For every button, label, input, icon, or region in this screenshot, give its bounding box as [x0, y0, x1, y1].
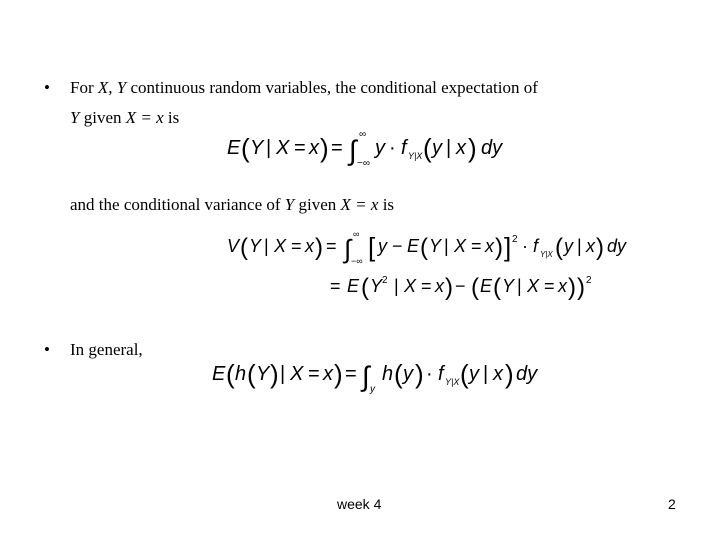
svg-text:=: =: [421, 276, 432, 296]
svg-text:x: x: [435, 276, 444, 296]
general-expectation-formula: [210, 352, 550, 396]
svg-text:Y: Y: [502, 276, 515, 296]
svg-text:=: =: [291, 236, 302, 256]
svg-text:∞: ∞: [359, 129, 367, 140]
svg-text:): ): [270, 359, 279, 389]
svg-text:(: (: [361, 274, 369, 301]
svg-text:x: x: [309, 137, 319, 159]
svg-text:X: X: [454, 236, 467, 256]
svg-text:Y: Y: [370, 276, 383, 296]
svg-text:∫: ∫: [349, 135, 357, 166]
svg-text:2: 2: [512, 234, 518, 245]
svg-text:Y: Y: [256, 363, 270, 385]
svg-text:): ): [505, 359, 514, 389]
svg-text:∫: ∫: [362, 361, 370, 392]
svg-text:=: =: [331, 137, 343, 159]
svg-text:h: h: [382, 363, 394, 385]
para2-line: and the conditional variance of Y given X = x is: [70, 195, 395, 214]
svg-text:(: (: [394, 359, 403, 389]
svg-text:(: (: [460, 359, 469, 389]
svg-text:|: |: [577, 236, 582, 256]
svg-text:|: |: [280, 363, 286, 385]
svg-text:y: y: [403, 363, 413, 385]
svg-text:): ): [468, 133, 477, 163]
svg-text:f: f: [438, 363, 444, 385]
svg-text:|: |: [446, 137, 452, 159]
svg-text:E: E: [407, 236, 420, 256]
svg-text:y: y: [378, 236, 387, 256]
svg-text:dy: dy: [607, 236, 627, 256]
svg-text:f: f: [533, 236, 539, 256]
svg-text:): ): [334, 359, 343, 389]
svg-text:): ): [568, 274, 576, 301]
svg-text:=: =: [330, 276, 341, 296]
svg-text:−∞: −∞: [351, 256, 363, 266]
svg-text:X: X: [290, 363, 304, 385]
svg-text:(: (: [420, 234, 428, 261]
svg-text:x: x: [305, 236, 314, 256]
svg-text:=: =: [294, 137, 306, 159]
svg-text:|: |: [266, 137, 272, 159]
svg-text:x: x: [493, 363, 503, 385]
svg-text:·: ·: [426, 363, 433, 385]
svg-text:E: E: [227, 137, 241, 159]
svg-text:·: ·: [522, 236, 528, 256]
svg-text:Y|X: Y|X: [445, 377, 460, 387]
para1-line2: Y given X = x is: [70, 108, 180, 127]
svg-text:dy: dy: [481, 137, 503, 159]
svg-text:−: −: [392, 236, 403, 256]
svg-text:X: X: [404, 276, 417, 296]
svg-text:): ): [315, 234, 323, 261]
bullet-2: •: [44, 340, 50, 359]
conditional-variance-formula: [225, 228, 645, 304]
svg-text:): ): [495, 234, 503, 261]
svg-text:x: x: [586, 236, 595, 256]
svg-text:∫: ∫: [344, 234, 352, 264]
svg-text:X: X: [527, 276, 540, 296]
svg-text:y: y: [432, 137, 442, 159]
svg-text:(: (: [241, 133, 250, 163]
svg-text:Y: Y: [250, 137, 264, 159]
svg-text:∞: ∞: [353, 229, 360, 239]
para1-line1: For X, Y continuous random variables, the conditional expectation of: [70, 78, 538, 97]
svg-text:(: (: [555, 234, 563, 261]
svg-text:(: (: [423, 133, 432, 163]
svg-text:=: =: [308, 363, 320, 385]
bullet-1: •: [44, 78, 50, 97]
svg-text:x: x: [323, 363, 333, 385]
svg-text:): ): [596, 234, 604, 261]
page-number: 2: [668, 496, 676, 512]
svg-text:=: =: [471, 236, 482, 256]
svg-text:=: =: [544, 276, 555, 296]
svg-text:x: x: [558, 276, 567, 296]
svg-text:y: y: [370, 384, 375, 395]
svg-text:Y: Y: [429, 236, 442, 256]
para3-line: In general,: [70, 340, 143, 359]
svg-text:(: (: [247, 359, 256, 389]
svg-text:): ): [415, 359, 424, 389]
svg-text:E: E: [347, 276, 360, 296]
svg-text:−: −: [455, 276, 466, 296]
svg-text:V: V: [227, 236, 240, 256]
svg-text:y: y: [469, 363, 479, 385]
svg-text:y: y: [375, 137, 385, 159]
svg-text:(: (: [226, 359, 235, 389]
svg-text:Y: Y: [249, 236, 262, 256]
conditional-expectation-formula: [225, 126, 525, 170]
svg-text:(: (: [471, 274, 479, 301]
svg-text:|: |: [483, 363, 489, 385]
svg-text:|: |: [394, 276, 399, 296]
svg-text:): ): [445, 274, 453, 301]
svg-text:2: 2: [586, 275, 592, 286]
svg-text:f: f: [401, 137, 407, 159]
svg-text:2: 2: [382, 275, 388, 286]
svg-text:X: X: [276, 137, 290, 159]
svg-text:E: E: [480, 276, 493, 296]
svg-text:E: E: [212, 363, 226, 385]
svg-text:|: |: [517, 276, 522, 296]
svg-text:X: X: [274, 236, 287, 256]
svg-text:x: x: [485, 236, 494, 256]
svg-text:−∞: −∞: [357, 158, 370, 169]
svg-text:]: ]: [504, 232, 512, 262]
svg-text:|: |: [444, 236, 449, 256]
svg-text:(: (: [240, 234, 248, 261]
svg-text:h: h: [235, 363, 247, 385]
svg-text:): ): [320, 133, 329, 163]
svg-text:(: (: [493, 274, 501, 301]
svg-text:|: |: [264, 236, 269, 256]
footer-week-label: week 4: [337, 496, 382, 512]
svg-text:): ): [577, 274, 585, 301]
svg-text:dy: dy: [516, 363, 538, 385]
svg-text:[: [: [368, 232, 376, 262]
svg-text:Y|X: Y|X: [540, 250, 553, 259]
svg-text:x: x: [456, 137, 466, 159]
svg-text:Y|X: Y|X: [408, 151, 423, 161]
svg-text:·: ·: [389, 137, 396, 159]
svg-text:y: y: [564, 236, 573, 256]
svg-text:=: =: [326, 236, 337, 256]
svg-text:=: =: [345, 363, 357, 385]
